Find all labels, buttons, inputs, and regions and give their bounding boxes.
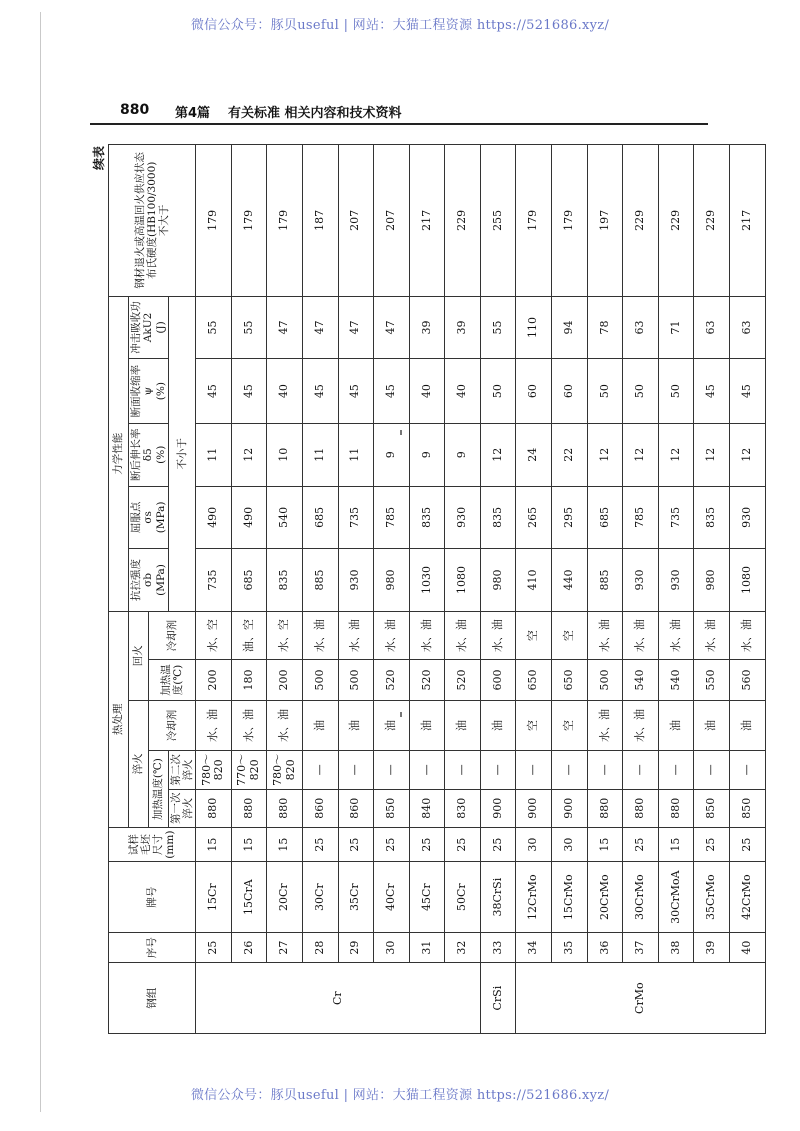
cell-yield-point: 785: [623, 486, 659, 549]
cell-serial-no: 31: [409, 933, 445, 963]
cell-quench-coolant: 空: [516, 700, 552, 751]
impact-label: 冲击吸收功: [130, 301, 143, 354]
cell-temper-temp: 200: [267, 660, 303, 700]
tensile-label: 抗拉强度: [130, 559, 143, 601]
cell-hardness: 229: [445, 145, 481, 297]
cell-quench-coolant: 油: [374, 700, 410, 751]
cell-temper-coolant: 水、油: [338, 611, 374, 660]
table-body: [196, 145, 766, 1034]
cell-blank-size: 25: [480, 827, 516, 861]
cell-temper-temp: 520: [445, 660, 481, 700]
cell-serial-no: 36: [587, 933, 623, 963]
cell-grade: 35Cr: [338, 862, 374, 933]
watermark-top: 微信公众号：豚贝useful | 网站：大猫工程资源 https://521686.xyz/: [190, 18, 610, 33]
cell-grade: 35CrMo: [694, 862, 730, 933]
cell-impact: 55: [196, 296, 232, 359]
header-not-less-than: 不小于: [169, 296, 196, 611]
cell-second-quench-temp: —: [374, 751, 410, 789]
cell-temper-temp: 200: [196, 660, 232, 700]
cell-temper-coolant: 油、空: [231, 611, 267, 660]
cell-serial-no: 39: [694, 933, 730, 963]
table-row: [196, 145, 232, 1034]
cell-tensile-strength: 980: [374, 549, 410, 612]
tensile-symbol: σb: [142, 573, 155, 587]
cell-impact: 55: [480, 296, 516, 359]
cell-quench-coolant: 水、油: [231, 700, 267, 751]
cell-second-quench-temp: —: [730, 751, 766, 789]
cell-first-quench-temp: 860: [302, 789, 338, 827]
cell-temper-temp: 180: [231, 660, 267, 700]
cell-second-quench-temp: —: [302, 751, 338, 789]
table-row: [231, 145, 267, 1034]
cell-blank-size: 25: [409, 827, 445, 861]
cell-impact: 63: [730, 296, 766, 359]
cell-hardness: 187: [302, 145, 338, 297]
cell-impact: 78: [587, 296, 623, 359]
cell-second-quench-temp: —: [658, 751, 694, 789]
cell-temper-temp: 500: [587, 660, 623, 700]
cell-second-quench-temp: —: [480, 751, 516, 789]
cell-blank-size: 15: [196, 827, 232, 861]
cell-yield-point: 735: [338, 486, 374, 549]
table-row: [730, 145, 766, 1034]
cell-tensile-strength: 685: [231, 549, 267, 612]
cell-temper-coolant: 水、油: [658, 611, 694, 660]
header-grade: 牌号: [109, 862, 196, 933]
cell-serial-no: 35: [552, 933, 588, 963]
header-quench-coolant: 冷却剂: [149, 700, 196, 751]
cell-first-quench-temp: 840: [409, 789, 445, 827]
cell-temper-temp: 560: [730, 660, 766, 700]
yield-unit: (MPa): [154, 501, 167, 534]
table-row: [694, 145, 730, 1034]
cell-temper-temp: 600: [480, 660, 516, 700]
steel-properties-table: [108, 144, 766, 1034]
header-hardness: [109, 145, 196, 297]
cell-temper-coolant: 空: [552, 611, 588, 660]
cell-hardness: 207: [374, 145, 410, 297]
cell-elongation: 11: [302, 423, 338, 486]
table-row: [409, 145, 445, 1034]
cell-first-quench-temp: 880: [658, 789, 694, 827]
header-temper-coolant: 冷却剂: [149, 611, 196, 660]
table-row: [552, 145, 588, 1034]
cell-steel-group: Cr: [196, 963, 481, 1034]
yield-symbol: σs: [142, 511, 155, 524]
header-yield-point: [129, 486, 169, 549]
cell-impact: 63: [623, 296, 659, 359]
cell-tensile-strength: 885: [302, 549, 338, 612]
cell-blank-size: 25: [338, 827, 374, 861]
elongation-unit: (%): [154, 445, 167, 464]
cell-temper-temp: 550: [694, 660, 730, 700]
cell-yield-point: 490: [231, 486, 267, 549]
cell-impact: 47: [338, 296, 374, 359]
cell-temper-coolant: 水、油: [623, 611, 659, 660]
cell-blank-size: 15: [267, 827, 303, 861]
cell-serial-no: 34: [516, 933, 552, 963]
cell-blank-size: 30: [552, 827, 588, 861]
header-reduction: [129, 359, 169, 424]
cell-serial-no: 29: [338, 933, 374, 963]
cell-temper-temp: 500: [302, 660, 338, 700]
cell-first-quench-temp: 900: [480, 789, 516, 827]
cell-elongation: 12: [587, 423, 623, 486]
cell-second-quench-temp: —: [694, 751, 730, 789]
cell-hardness: 179: [196, 145, 232, 297]
cell-serial-no: 27: [267, 933, 303, 963]
cell-hardness: 217: [730, 145, 766, 297]
cell-quench-coolant: 油: [694, 700, 730, 751]
cell-elongation: 11: [338, 423, 374, 486]
watermark-bottom: 微信公众号：豚贝useful | 网站：大猫工程资源 https://521686.xyz/: [190, 1088, 610, 1103]
cell-quench-coolant: 水、油: [587, 700, 623, 751]
header-impact: [129, 296, 169, 359]
cell-tensile-strength: 735: [196, 549, 232, 612]
cell-serial-no: 33: [480, 933, 516, 963]
elongation-symbol: δ5: [142, 448, 155, 462]
cell-elongation: 9: [374, 423, 410, 486]
cell-hardness: 207: [338, 145, 374, 297]
header-first-quench: 第一次淬火: [169, 789, 196, 827]
cell-grade: 20CrMo: [587, 862, 623, 933]
cell-elongation: 22: [552, 423, 588, 486]
cell-tensile-strength: 930: [658, 549, 694, 612]
cell-temper-temp: 650: [552, 660, 588, 700]
yield-label: 屈服点: [130, 501, 143, 534]
cell-blank-size: 25: [694, 827, 730, 861]
cell-second-quench-temp: 780～820: [196, 751, 232, 789]
cell-temper-coolant: 水、空: [196, 611, 232, 660]
header-quenching: 淬火: [129, 700, 149, 827]
cell-impact: 47: [302, 296, 338, 359]
cell-reduction: 50: [658, 359, 694, 424]
cell-second-quench-temp: —: [552, 751, 588, 789]
cell-first-quench-temp: 880: [267, 789, 303, 827]
cell-hardness: 255: [480, 145, 516, 297]
cell-grade: 45Cr: [409, 862, 445, 933]
cell-tensile-strength: 930: [338, 549, 374, 612]
cell-grade: 30Cr: [302, 862, 338, 933]
cell-second-quench-temp: —: [516, 751, 552, 789]
cell-hardness: 229: [694, 145, 730, 297]
cell-quench-coolant: 水、油: [267, 700, 303, 751]
table-row: [267, 145, 303, 1034]
cell-temper-coolant: 水、油: [445, 611, 481, 660]
cell-impact: 55: [231, 296, 267, 359]
cell-elongation: 12: [694, 423, 730, 486]
cell-tensile-strength: 835: [267, 549, 303, 612]
cell-temper-temp: 540: [623, 660, 659, 700]
cell-hardness: 179: [231, 145, 267, 297]
cell-hardness: 197: [587, 145, 623, 297]
cell-tensile-strength: 980: [694, 549, 730, 612]
cell-tensile-strength: 1080: [445, 549, 481, 612]
cell-second-quench-temp: —: [338, 751, 374, 789]
cell-serial-no: 32: [445, 933, 481, 963]
cell-elongation: 12: [480, 423, 516, 486]
cell-yield-point: 930: [730, 486, 766, 549]
cell-impact: 71: [658, 296, 694, 359]
cell-impact: 110: [516, 296, 552, 359]
cell-elongation: 12: [658, 423, 694, 486]
cell-first-quench-temp: 850: [694, 789, 730, 827]
cell-elongation: 12: [730, 423, 766, 486]
cell-hardness: 229: [623, 145, 659, 297]
header-blank-size: 试样毛坯尺寸(mm): [109, 827, 196, 861]
cell-elongation: 9: [445, 423, 481, 486]
table-row: [338, 145, 374, 1034]
continued-label: 续表: [92, 146, 106, 171]
cell-elongation: 10: [267, 423, 303, 486]
cell-reduction: 45: [302, 359, 338, 424]
header-elongation: [129, 423, 169, 486]
cell-yield-point: 490: [196, 486, 232, 549]
cell-grade: 15CrA: [231, 862, 267, 933]
header-second-quench: 第二次淬火: [169, 751, 196, 789]
table-row: [516, 145, 552, 1034]
cell-yield-point: 265: [516, 486, 552, 549]
cell-blank-size: 15: [231, 827, 267, 861]
cell-yield-point: 785: [374, 486, 410, 549]
cell-hardness: 217: [409, 145, 445, 297]
cell-blank-size: 25: [623, 827, 659, 861]
cell-tensile-strength: 885: [587, 549, 623, 612]
cell-tensile-strength: 930: [623, 549, 659, 612]
cell-reduction: 50: [623, 359, 659, 424]
cell-reduction: 60: [516, 359, 552, 424]
cell-elongation: 12: [623, 423, 659, 486]
cell-yield-point: 835: [694, 486, 730, 549]
cell-temper-coolant: 水、油: [409, 611, 445, 660]
cell-serial-no: 26: [231, 933, 267, 963]
cell-tensile-strength: 980: [480, 549, 516, 612]
cell-grade: 30CrMo: [623, 862, 659, 933]
cell-reduction: 40: [445, 359, 481, 424]
cell-yield-point: 540: [267, 486, 303, 549]
cell-tensile-strength: 1030: [409, 549, 445, 612]
cell-reduction: 40: [267, 359, 303, 424]
cell-quench-coolant: 水、油: [196, 700, 232, 751]
cell-serial-no: 37: [623, 933, 659, 963]
cell-serial-no: 30: [374, 933, 410, 963]
cell-grade: 15CrMo: [552, 862, 588, 933]
header-quench-heating-temp: 加热温度(℃): [149, 751, 169, 828]
cell-temper-coolant: 水、油: [480, 611, 516, 660]
header-rule: [90, 123, 708, 125]
cell-quench-coolant: 空: [552, 700, 588, 751]
cell-second-quench-temp: —: [587, 751, 623, 789]
table-row: [480, 145, 516, 1034]
reduction-unit: (%): [154, 382, 167, 401]
cell-temper-temp: 650: [516, 660, 552, 700]
cell-first-quench-temp: 850: [730, 789, 766, 827]
cell-reduction: 45: [231, 359, 267, 424]
cell-yield-point: 735: [658, 486, 694, 549]
cell-first-quench-temp: 880: [623, 789, 659, 827]
cell-elongation: 24: [516, 423, 552, 486]
header-heat-treatment: 热处理: [109, 611, 129, 827]
table-row: [374, 145, 410, 1034]
cell-impact: 94: [552, 296, 588, 359]
cell-first-quench-temp: 830: [445, 789, 481, 827]
cell-serial-no: 25: [196, 933, 232, 963]
cell-reduction: 50: [480, 359, 516, 424]
cell-grade: 12CrMo: [516, 862, 552, 933]
cell-tensile-strength: 410: [516, 549, 552, 612]
cell-temper-coolant: 水、空: [267, 611, 303, 660]
cell-serial-no: 28: [302, 933, 338, 963]
cell-grade: 20Cr: [267, 862, 303, 933]
cell-yield-point: 835: [409, 486, 445, 549]
cell-second-quench-temp: 770～820: [231, 751, 267, 789]
cell-tensile-strength: 1080: [730, 549, 766, 612]
cell-steel-group: CrSi: [480, 963, 516, 1034]
cell-temper-temp: 520: [374, 660, 410, 700]
cell-second-quench-temp: —: [409, 751, 445, 789]
cell-serial-no: 40: [730, 933, 766, 963]
cell-temper-coolant: 水、油: [730, 611, 766, 660]
cell-impact: 39: [445, 296, 481, 359]
cell-blank-size: 25: [302, 827, 338, 861]
cell-temper-temp: 540: [658, 660, 694, 700]
cell-quench-coolant: 油: [658, 700, 694, 751]
cell-grade: 15Cr: [196, 862, 232, 933]
header-serial-no: 序号: [109, 933, 196, 963]
cell-quench-coolant: 油: [445, 700, 481, 751]
cell-hardness: 179: [516, 145, 552, 297]
cell-temper-temp: 520: [409, 660, 445, 700]
cell-temper-coolant: 水、油: [302, 611, 338, 660]
impact-unit: (J): [154, 321, 167, 334]
cell-second-quench-temp: 780～820: [267, 751, 303, 789]
cell-yield-point: 685: [587, 486, 623, 549]
table-row: [658, 145, 694, 1034]
cell-blank-size: 15: [587, 827, 623, 861]
cell-temper-coolant: 水、油: [374, 611, 410, 660]
cell-grade: 38CrSi: [480, 862, 516, 933]
cell-hardness: 229: [658, 145, 694, 297]
header-temper-heating-temp: 加热温度(℃): [149, 660, 196, 700]
cell-reduction: 50: [587, 359, 623, 424]
cell-impact: 63: [694, 296, 730, 359]
cell-elongation: 12: [231, 423, 267, 486]
cell-second-quench-temp: —: [445, 751, 481, 789]
cell-quench-coolant: 水、油: [623, 700, 659, 751]
cell-blank-size: 25: [445, 827, 481, 861]
cell-temper-coolant: 水、油: [694, 611, 730, 660]
cell-elongation: 11: [196, 423, 232, 486]
header-steel-group: 钢组: [109, 963, 196, 1034]
cell-blank-size: 25: [730, 827, 766, 861]
hardness-label: 钢材退火或高温回火供应状态布氏硬度(HB100/3000): [133, 152, 159, 289]
reduction-symbol: ψ: [142, 387, 155, 396]
cell-quench-coolant: 油: [730, 700, 766, 751]
section-label: 第4篇: [175, 106, 211, 121]
header-mechanical-properties: 力学性能: [109, 296, 129, 611]
cell-blank-size: 30: [516, 827, 552, 861]
reduction-label: 断面收缩率: [130, 364, 143, 418]
header-tempering: 回火: [129, 611, 149, 700]
table-row: [623, 145, 659, 1034]
cell-impact: 47: [374, 296, 410, 359]
cell-tensile-strength: 440: [552, 549, 588, 612]
impact-symbol: AkU2: [142, 312, 155, 343]
cell-yield-point: 930: [445, 486, 481, 549]
header-tensile-strength: [129, 549, 169, 612]
cell-serial-no: 38: [658, 933, 694, 963]
cell-quench-coolant: 油: [302, 700, 338, 751]
cell-first-quench-temp: 880: [231, 789, 267, 827]
cell-blank-size: 15: [658, 827, 694, 861]
cell-grade: 40Cr: [374, 862, 410, 933]
section-title: 有关标准 相关内容和技术资料: [228, 106, 402, 121]
cell-steel-group: CrMo: [516, 963, 765, 1034]
cell-second-quench-temp: —: [623, 751, 659, 789]
cell-temper-temp: 500: [338, 660, 374, 700]
cell-reduction: 45: [730, 359, 766, 424]
page-left-rule: [40, 12, 41, 1112]
cell-yield-point: 295: [552, 486, 588, 549]
cell-reduction: 45: [694, 359, 730, 424]
cell-grade: 30CrMoA: [658, 862, 694, 933]
cell-reduction: 60: [552, 359, 588, 424]
cell-first-quench-temp: 880: [196, 789, 232, 827]
cell-temper-coolant: 水、油: [587, 611, 623, 660]
cell-first-quench-temp: 850: [374, 789, 410, 827]
page-header: [90, 100, 708, 122]
cell-impact: 47: [267, 296, 303, 359]
cell-temper-coolant: 空: [516, 611, 552, 660]
cell-yield-point: 835: [480, 486, 516, 549]
cell-yield-point: 685: [302, 486, 338, 549]
cell-grade: 42CrMo: [730, 862, 766, 933]
cell-first-quench-temp: 860: [338, 789, 374, 827]
cell-first-quench-temp: 900: [552, 789, 588, 827]
cell-quench-coolant: 油: [338, 700, 374, 751]
cell-reduction: 45: [196, 359, 232, 424]
table-row: [587, 145, 623, 1034]
tensile-unit: (MPa): [154, 564, 167, 596]
cell-reduction: 45: [374, 359, 410, 424]
elongation-label: 断后伸长率: [130, 428, 143, 481]
table-row: [302, 145, 338, 1034]
cell-blank-size: 25: [374, 827, 410, 861]
cell-quench-coolant: 油: [480, 700, 516, 751]
page-number: 880: [120, 102, 150, 118]
cell-elongation: 9: [409, 423, 445, 486]
rotated-table-area: [88, 144, 753, 1034]
table-row: [445, 145, 481, 1034]
cell-first-quench-temp: 900: [516, 789, 552, 827]
cell-reduction: 40: [409, 359, 445, 424]
cell-hardness: 179: [552, 145, 588, 297]
cell-quench-coolant: 油: [409, 700, 445, 751]
cell-hardness: 179: [267, 145, 303, 297]
cell-grade: 50Cr: [445, 862, 481, 933]
cell-reduction: 45: [338, 359, 374, 424]
hardness-limit: 不大于: [158, 204, 171, 237]
cell-first-quench-temp: 880: [587, 789, 623, 827]
cell-impact: 39: [409, 296, 445, 359]
